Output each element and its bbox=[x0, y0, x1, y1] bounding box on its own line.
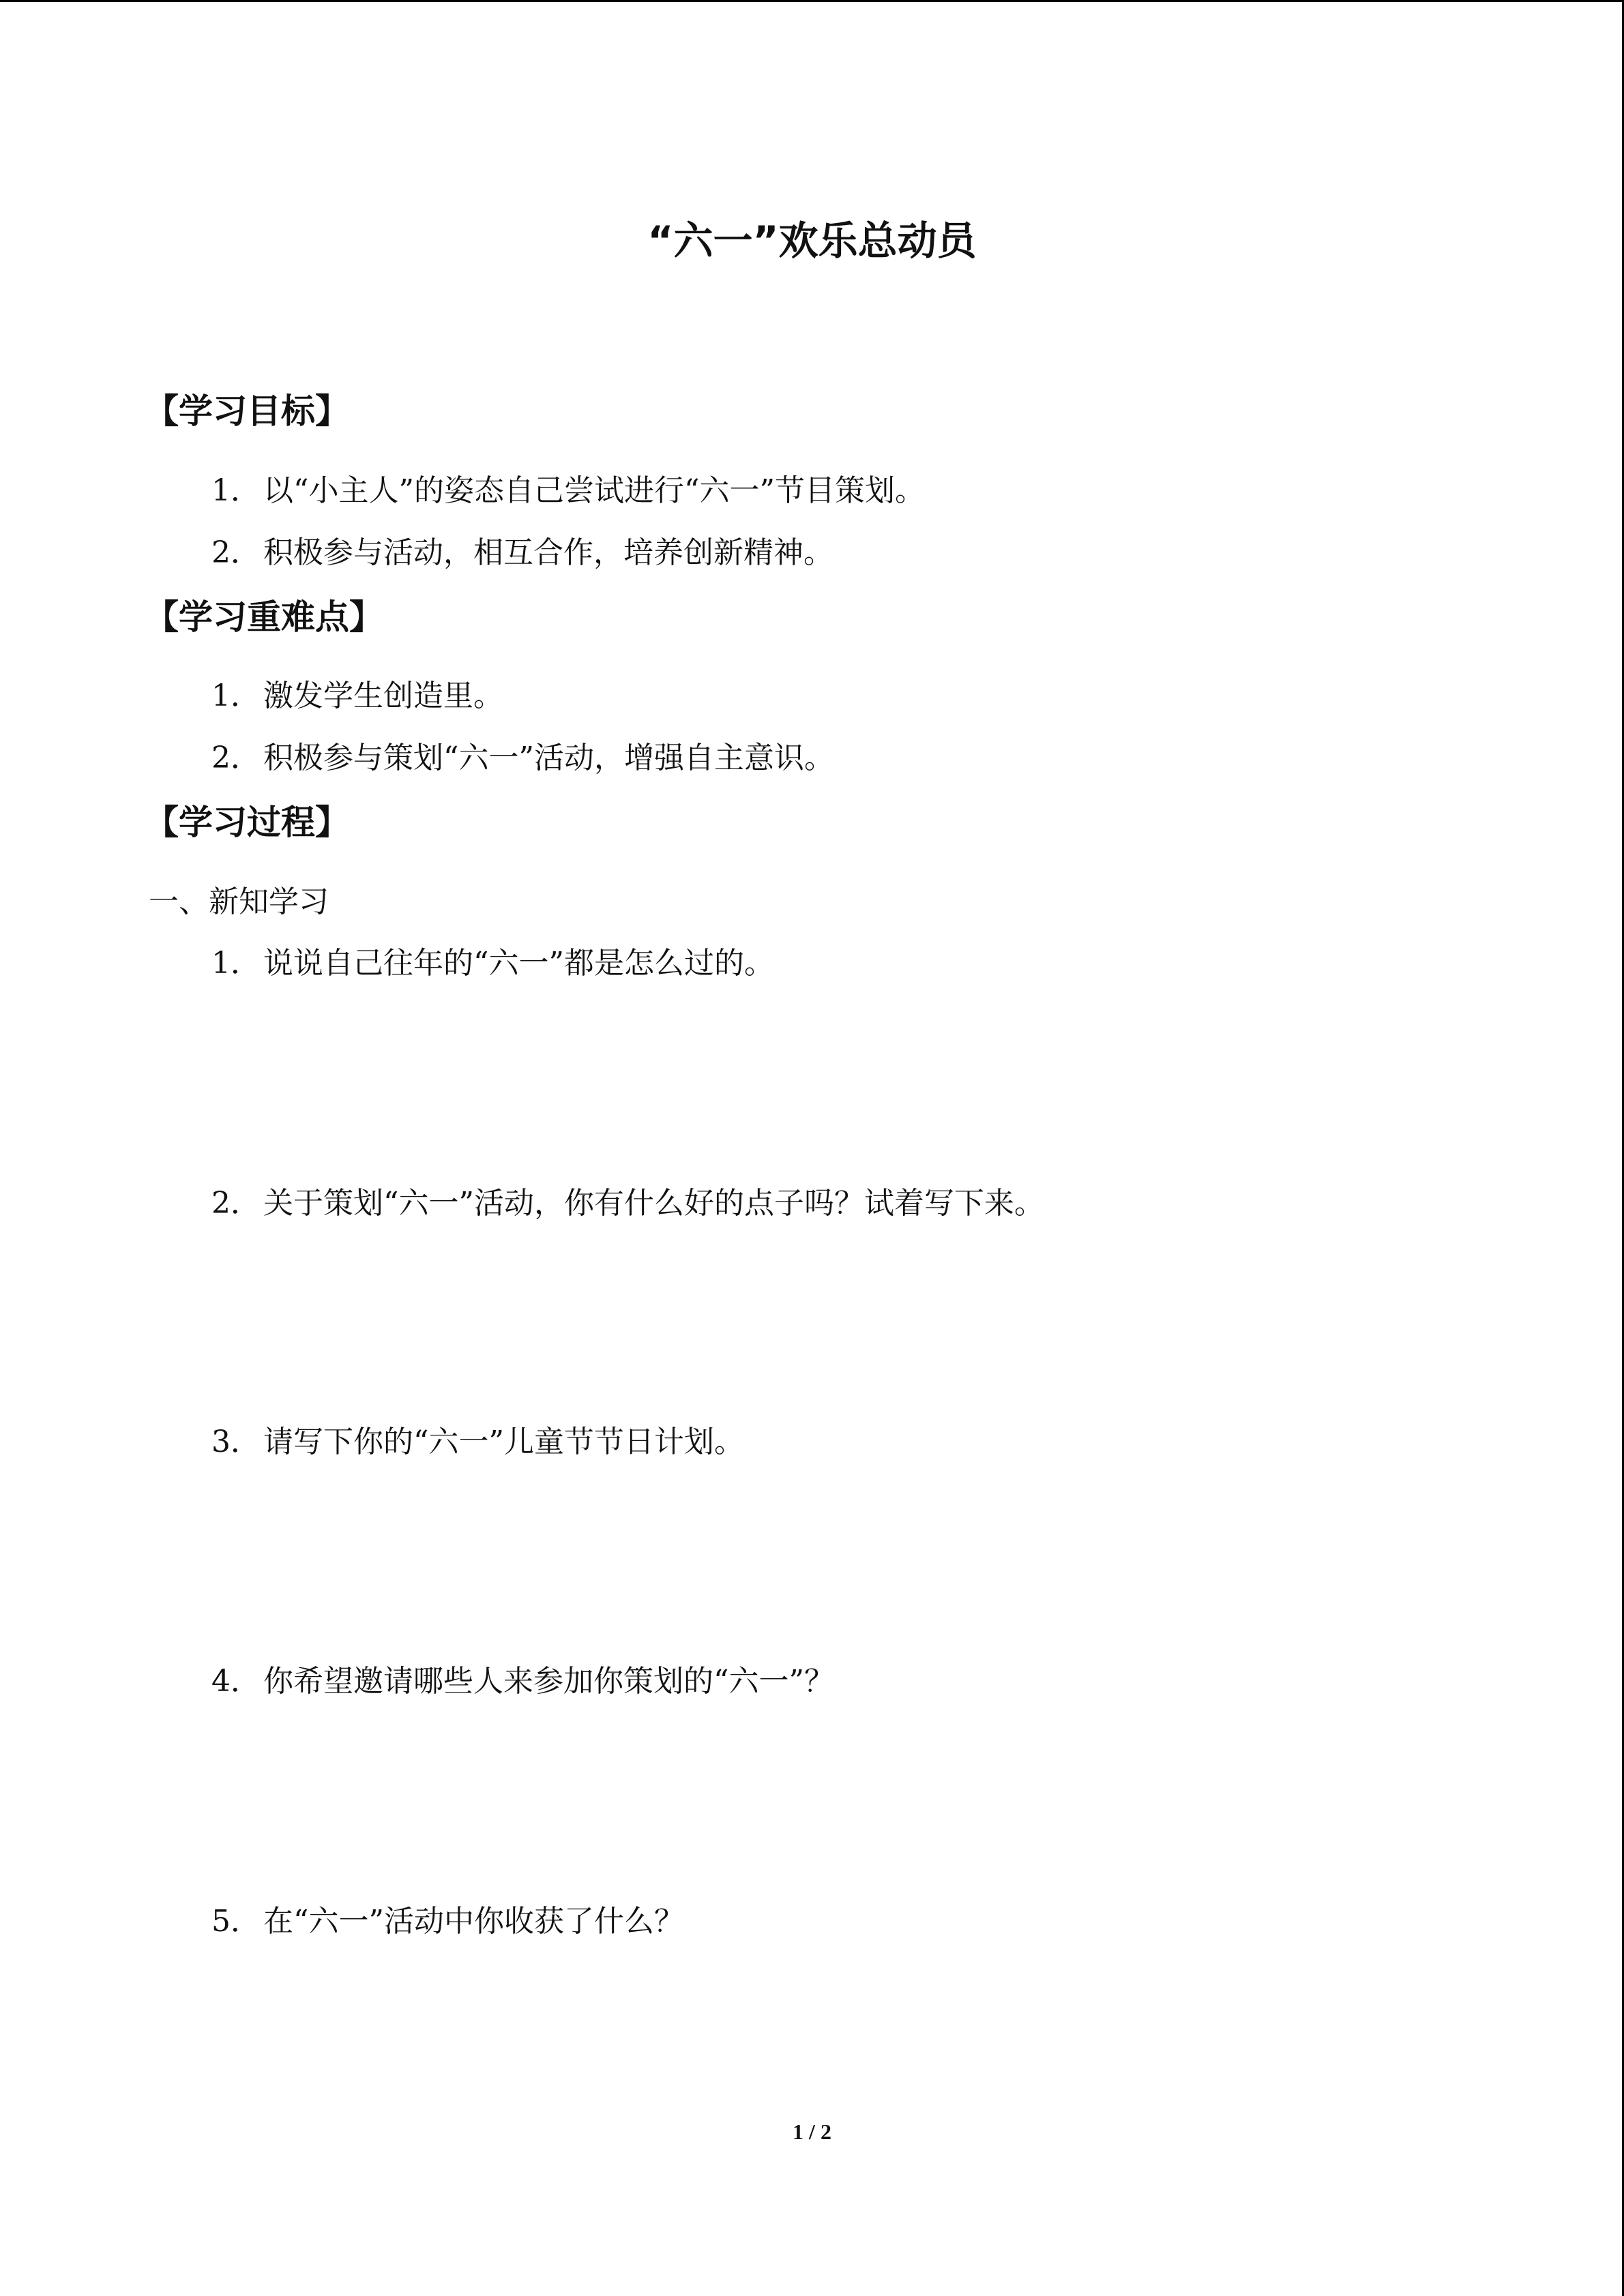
key-point-text: 激发学生创造里。 bbox=[263, 679, 503, 713]
objective-text: 积极参与活动，相互合作，培养创新精神。 bbox=[263, 535, 833, 570]
question-number: 1． bbox=[211, 946, 261, 981]
objective-text: 以“小主人”的姿态自己尝试进行“六一”节目策划。 bbox=[263, 473, 925, 508]
key-point-item bbox=[211, 672, 503, 720]
objectives-heading: 【学习目标】 bbox=[145, 391, 349, 431]
question-item bbox=[211, 1180, 1044, 1227]
question-number: 4． bbox=[211, 1664, 261, 1699]
section-title: 一、新知学习 bbox=[149, 884, 329, 919]
page-title: “六一”欢乐总动员 bbox=[647, 218, 977, 264]
question-text: 说说自己往年的“六一”都是怎么过的。 bbox=[263, 946, 774, 981]
question-number: 5． bbox=[211, 1904, 261, 1939]
question-text: 在“六一”活动中你收获了什么？ bbox=[263, 1904, 684, 1939]
key-point-item bbox=[211, 734, 834, 782]
page-indicator: 1 / 2 bbox=[793, 2119, 831, 2144]
question-item bbox=[211, 940, 774, 987]
objective-number: 1． bbox=[211, 473, 261, 508]
process-heading: 【学习过程】 bbox=[145, 803, 349, 842]
key-point-text: 积极参与策划“六一”活动，增强自主意识。 bbox=[263, 741, 834, 775]
question-text: 请写下你的“六一”儿童节节日计划。 bbox=[263, 1425, 744, 1459]
question-text: 你希望邀请哪些人来参加你策划的“六一”？ bbox=[263, 1664, 834, 1699]
question-text: 关于策划“六一”活动，你有什么好的点子吗？试着写下来。 bbox=[263, 1186, 1044, 1221]
question-item bbox=[211, 1418, 744, 1466]
question-item bbox=[211, 1658, 834, 1705]
key-point-number: 1． bbox=[211, 679, 261, 713]
key-points-heading: 【学习重难点】 bbox=[145, 597, 383, 637]
objective-item bbox=[211, 467, 925, 515]
key-point-number: 2． bbox=[211, 741, 261, 775]
question-number: 3． bbox=[211, 1425, 261, 1459]
question-number: 2． bbox=[211, 1186, 261, 1221]
question-item bbox=[211, 1898, 684, 1945]
objective-item bbox=[211, 529, 833, 577]
objective-number: 2． bbox=[211, 535, 261, 570]
